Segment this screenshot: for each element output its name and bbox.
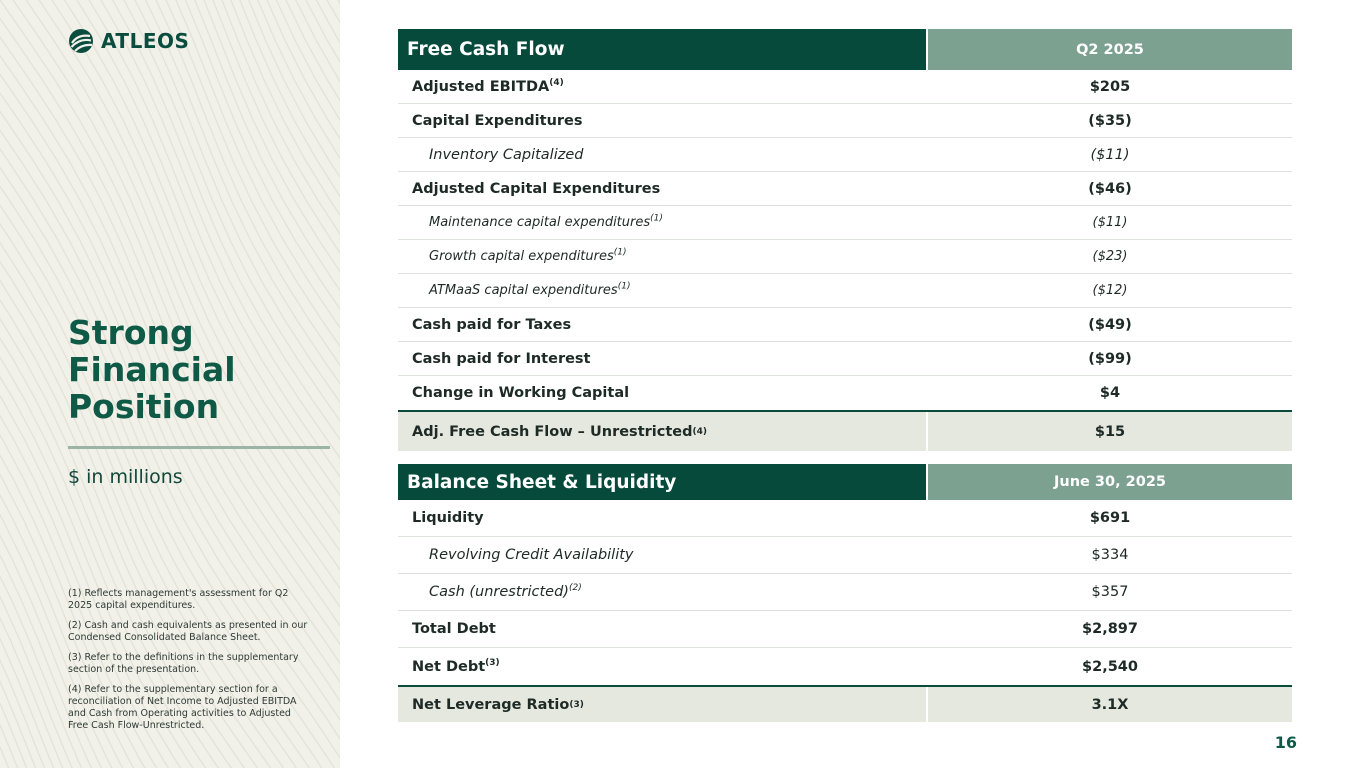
table-header bbox=[398, 464, 1292, 500]
row-label: Inventory Capitalized bbox=[429, 146, 584, 163]
row-value: ($49) bbox=[1088, 316, 1132, 333]
row-label: Liquidity bbox=[412, 510, 484, 526]
row-value: $4 bbox=[1099, 385, 1121, 401]
table-row bbox=[398, 342, 1292, 376]
total-label: Adj. Free Cash Flow – Unrestricted (4) bbox=[398, 412, 926, 451]
row-value: $205 bbox=[1089, 78, 1131, 95]
total-value: 3.1X bbox=[928, 687, 1292, 722]
total-label: Net Leverage Ratio (3) bbox=[398, 687, 926, 722]
title-line-2: Financial bbox=[68, 350, 236, 389]
table-row bbox=[398, 240, 1292, 274]
total-value: $15 bbox=[928, 412, 1292, 451]
row-label: Adjusted EBITDA$^{(4)}$ bbox=[412, 77, 564, 95]
logo-text: ATLEOS bbox=[101, 29, 190, 53]
row-label: Maintenance capital expenditures$^{(1)}$ bbox=[429, 213, 663, 230]
header-label: Free Cash Flow bbox=[398, 29, 926, 70]
footnote-ref: (1) bbox=[617, 281, 631, 292]
footnote-ref: (1) bbox=[613, 247, 627, 258]
row-value: ($46) bbox=[1088, 180, 1132, 197]
footnote-4: (4) Refer to the supplementary section for a reconciliation of Net Income to Adjusted EBITDA and Cash from Operating activities to Adjusted Free Cash Flow-Unrestricted. bbox=[68, 684, 297, 731]
row-label: Growth capital expenditures$^{(1)}$ bbox=[429, 247, 627, 264]
row-label: Cash (unrestricted)$^{(2)}$ bbox=[429, 583, 582, 600]
footnote-ref: (4) bbox=[549, 77, 564, 88]
row-value: $2,540 bbox=[1082, 658, 1138, 675]
row-value: $691 bbox=[1089, 510, 1131, 526]
row-value: ($12) bbox=[1092, 283, 1128, 298]
left-panel bbox=[0, 0, 340, 768]
footnote-3: (3) Refer to the definitions in the supplementary section of the presentation. bbox=[68, 652, 299, 675]
row-label: Cash paid for Taxes bbox=[412, 316, 572, 333]
footnote-2: (2) Cash and cash equivalents as presented in our Condensed Consolidated Balance Sheet. bbox=[68, 620, 308, 643]
globe-icon bbox=[68, 28, 94, 54]
row-label: ATMaaS capital expenditures$^{(1)}$ bbox=[429, 281, 631, 298]
title-line-3: Position bbox=[68, 387, 220, 426]
row-value: $334 bbox=[1091, 547, 1129, 563]
row-value: ($23) bbox=[1092, 249, 1128, 264]
table-header bbox=[398, 29, 1292, 70]
page-title bbox=[68, 314, 328, 425]
total-row bbox=[398, 685, 1292, 722]
table-row bbox=[398, 500, 1292, 537]
units-label: $ in millions bbox=[68, 466, 183, 488]
row-label: Capital Expenditures bbox=[412, 112, 583, 129]
balance-sheet-table bbox=[398, 464, 1292, 722]
footnote-1: (1) Reflects management's assessment for Q2 2025 capital expenditures. bbox=[68, 588, 289, 611]
table-row bbox=[398, 104, 1292, 138]
table-row bbox=[398, 138, 1292, 172]
table-row bbox=[398, 537, 1292, 574]
header-period: June 30, 2025 bbox=[928, 464, 1292, 500]
table-row bbox=[398, 376, 1292, 410]
table-row bbox=[398, 274, 1292, 308]
free-cash-flow-table bbox=[398, 29, 1292, 451]
row-label: Total Debt bbox=[412, 621, 496, 637]
row-label: Change in Working Capital bbox=[412, 385, 630, 401]
table-row bbox=[398, 648, 1292, 685]
title-divider bbox=[68, 446, 330, 449]
title-line-1: Strong bbox=[68, 313, 194, 352]
footnote-ref: (2) bbox=[568, 583, 582, 594]
row-label: Adjusted Capital Expenditures bbox=[412, 180, 661, 197]
row-value: $2,897 bbox=[1082, 621, 1138, 637]
table-row bbox=[398, 308, 1292, 342]
footnote-ref: (1) bbox=[650, 213, 663, 224]
atleos-logo bbox=[68, 28, 189, 54]
table-row bbox=[398, 206, 1292, 240]
table-row bbox=[398, 172, 1292, 206]
total-row bbox=[398, 410, 1292, 451]
row-label: Net Debt$^{(3)}$ bbox=[412, 657, 500, 675]
row-value: ($11) bbox=[1090, 146, 1130, 163]
header-period: Q2 2025 bbox=[928, 29, 1292, 70]
row-label: Cash paid for Interest bbox=[412, 350, 591, 367]
footnotes bbox=[68, 588, 308, 740]
row-label: Revolving Credit Availability bbox=[429, 547, 634, 563]
page-number: 16 bbox=[1274, 733, 1297, 752]
row-value: ($99) bbox=[1088, 350, 1132, 367]
footnote-ref: (3) bbox=[485, 657, 500, 668]
row-value: $357 bbox=[1091, 584, 1129, 600]
row-value: ($11) bbox=[1092, 215, 1128, 230]
table-row bbox=[398, 611, 1292, 648]
row-value: ($35) bbox=[1088, 112, 1132, 129]
table-row bbox=[398, 70, 1292, 104]
table-row bbox=[398, 574, 1292, 611]
header-label: Balance Sheet & Liquidity bbox=[398, 464, 926, 500]
